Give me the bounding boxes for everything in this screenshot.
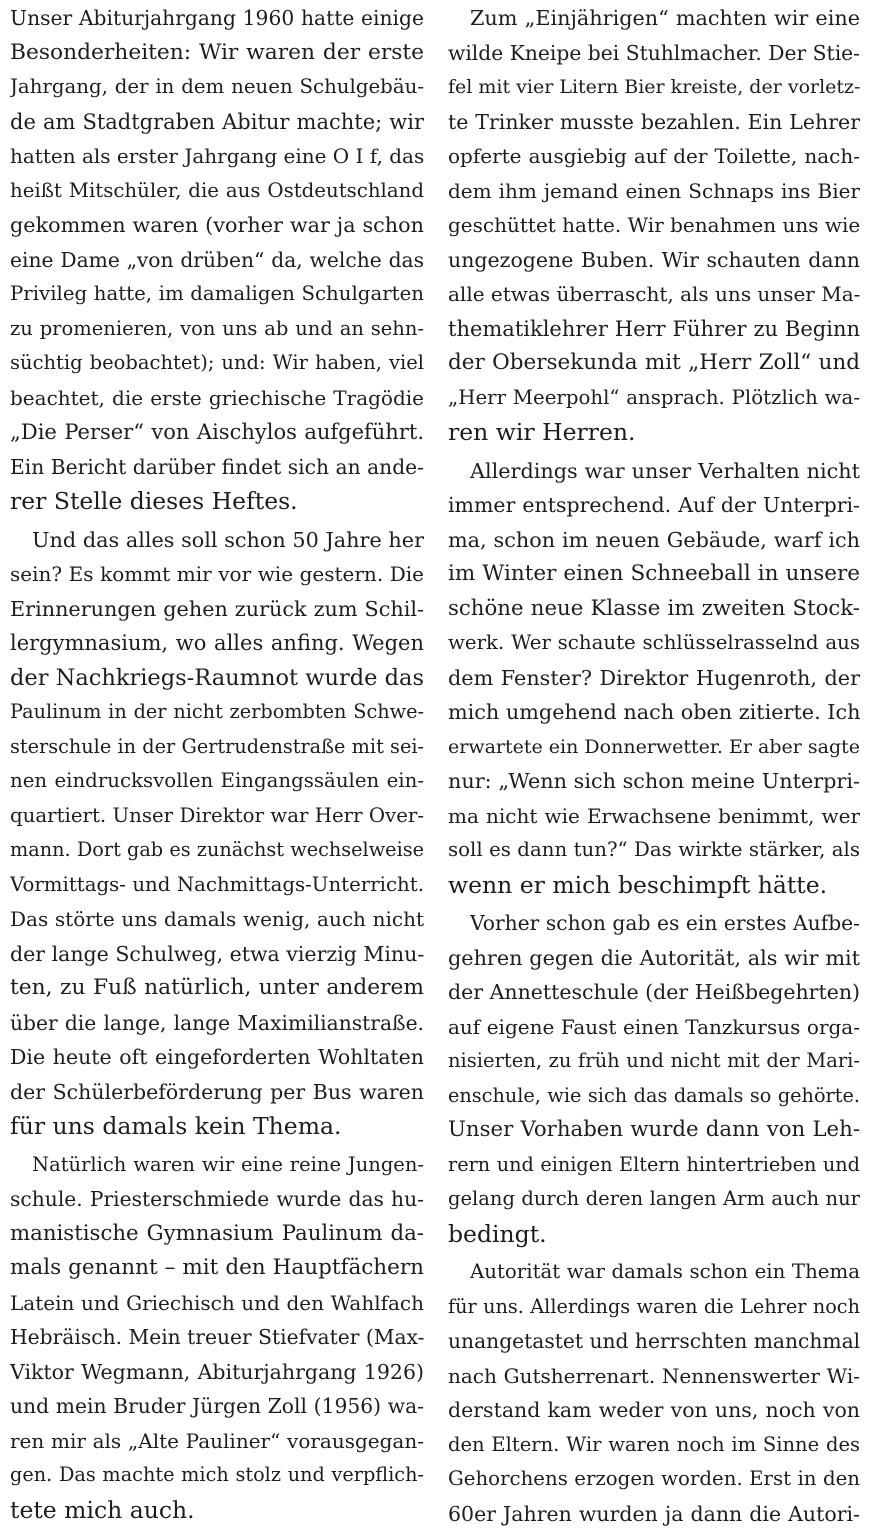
text-line: Unser Vorhaben wurde dann von Leh- <box>448 1113 860 1148</box>
text-line: Latein und Griechisch und den Wahlfach <box>10 1286 424 1321</box>
text-line: sein? Es kommt mir vor wie gestern. Die <box>10 557 424 592</box>
text-line: Privileg hatte, im damaligen Schulgarten <box>10 277 424 312</box>
text-line: ten, zu Fuß natürlich, unter anderem <box>10 971 424 1006</box>
text-line: Die heute oft eingeforderten Wohltaten <box>10 1040 424 1075</box>
text-line: gehren gegen die Autorität, als wir mit <box>448 941 860 976</box>
text-line: dem ihm jemand einen Schnaps ins Bier <box>448 174 860 209</box>
text-line: enschule, wie sich das damals so gehörte. <box>448 1079 860 1114</box>
text-line: opferte ausgiebig auf der Toilette, nach- <box>448 139 860 174</box>
text-line: werk. Wer schaute schlüsselrasselnd aus <box>448 626 860 661</box>
text-line: erwartete ein Donnerwetter. Er aber sagte <box>448 730 860 765</box>
text-line: Jahrgang, der in dem neuen Schulgebäu- <box>10 70 424 105</box>
text-line: Zum „Einjährigen“ machten wir eine <box>470 1 860 36</box>
text-line: schöne neue Klasse im zweiten Stock- <box>448 592 860 627</box>
text-line: lergymnasium, wo alles anfing. Wegen <box>10 626 424 661</box>
text-line: Autorität war damals schon ein Thema <box>470 1255 860 1290</box>
text-line: thematiklehrer Herr Führer zu Beginn <box>448 312 860 347</box>
text-line: soll es dann tun?“ Das wirkte stärker, als <box>448 833 860 868</box>
text-line: Viktor Wegmann, Abiturjahrgang 1926) <box>10 1355 424 1390</box>
text-line: gen. Das machte mich stolz und verpflich- <box>10 1458 424 1493</box>
text-line: Und das alles soll schon 50 Jahre her <box>32 523 424 558</box>
text-line: rern und einigen Eltern hintertrieben und <box>448 1148 860 1183</box>
text-line: und mein Bruder Jürgen Zoll (1956) wa- <box>10 1389 424 1424</box>
text-line: sterschule in der Gertrudenstraße mit sei- <box>10 730 424 765</box>
text-line: unangetastet und herrschten manchmal <box>448 1324 860 1359</box>
text-line: Vorher schon gab es ein erstes Aufbe- <box>470 906 860 941</box>
text-line: für uns damals kein Thema. <box>10 1109 424 1144</box>
text-line: Besonderheiten: Wir waren der erste <box>10 36 424 71</box>
text-line: wilde Kneipe bei Stuhlmacher. Der Stie- <box>448 36 860 71</box>
text-line: Vormittags- und Nachmittags-Unterricht. <box>10 868 424 903</box>
text-line: eine Dame „von drüben“ da, welche das <box>10 243 424 278</box>
text-line: der Nachkriegs-Raumnot wurde das <box>10 661 424 696</box>
text-line: schule. Priesterschmiede wurde das hu- <box>10 1182 424 1217</box>
text-line: der Obersekunda mit „Herr Zoll“ und <box>448 346 860 381</box>
text-line: der Schülerbeförderung per Bus waren <box>10 1075 424 1110</box>
text-line: heißt Mitschüler, die aus Ostdeutschland <box>10 174 424 209</box>
text-line: Erinnerungen gehen zurück zum Schil- <box>10 592 424 627</box>
text-line: süchtig beobachtet); und: Wir haben, viel <box>10 346 424 381</box>
text-line: „Herr Meerpohl“ ansprach. Plötzlich wa- <box>448 381 860 416</box>
text-line: nach Gutsherrenart. Nennenswerter Wi- <box>448 1359 860 1394</box>
text-line: ma, schon im neuen Gebäude, warf ich <box>448 523 860 558</box>
text-line: derstand kam weder von uns, noch von <box>448 1393 860 1428</box>
text-line: te Trinker musste bezahlen. Ein Lehrer <box>448 105 860 140</box>
text-line: ungezogene Buben. Wir schauten dann <box>448 243 860 278</box>
text-line: den Eltern. Wir waren noch im Sinne des <box>448 1428 860 1463</box>
text-line: der lange Schulweg, etwa vierzig Minu- <box>10 937 424 972</box>
text-line: mals genannt – mit den Hauptfächern <box>10 1251 424 1286</box>
text-line: nur: „Wenn sich schon meine Unterpri- <box>448 764 860 799</box>
text-line: auf eigene Faust einen Tanzkursus orga- <box>448 1010 860 1045</box>
text-line: gekommen waren (vorher war ja schon <box>10 208 424 243</box>
text-line: ren mir als „Alte Pauliner“ vorausgegan- <box>10 1424 424 1459</box>
text-line: rer Stelle dieses Heftes. <box>10 484 424 519</box>
text-line: nisierten, zu früh und nicht mit der Mari- <box>448 1044 860 1079</box>
text-line: immer entsprechend. Auf der Unterpri- <box>448 488 860 523</box>
text-line: ren wir Herren. <box>448 415 860 450</box>
text-line: zu promenieren, von uns ab und an sehn- <box>10 312 424 347</box>
text-line: Unser Abiturjahrgang 1960 hatte einige <box>10 1 424 36</box>
text-line: fel mit vier Litern Bier kreiste, der vorletz- <box>448 70 860 105</box>
text-line: beachtet, die erste griechische Tragödie <box>10 381 424 416</box>
text-line: im Winter einen Schneeball in unsere <box>448 557 860 592</box>
text-line: hatten als erster Jahrgang eine O I f, das <box>10 139 424 174</box>
text-line: Gehorchens erzogen worden. Erst in den <box>448 1462 860 1497</box>
text-line: manistische Gymnasium Paulinum da- <box>10 1217 424 1252</box>
text-line: über die lange, lange Maximilianstraße. <box>10 1006 424 1041</box>
text-line: Das störte uns damals wenig, auch nicht <box>10 902 424 937</box>
text-line: wenn er mich beschimpft hätte. <box>448 868 860 903</box>
text-line: de am Stadtgraben Abitur machte; wir <box>10 105 424 140</box>
text-line: Natürlich waren wir eine reine Jungen- <box>32 1148 424 1183</box>
text-line: tete mich auch. <box>10 1493 424 1528</box>
text-line: der Annetteschule (der Heißbegehrten) <box>448 975 860 1010</box>
text-line: Hebräisch. Mein treuer Stiefvater (Max- <box>10 1320 424 1355</box>
text-line: Paulinum in der nicht zerbombten Schwe- <box>10 695 424 730</box>
text-line: dem Fenster? Direktor Hugenroth, der <box>448 661 860 696</box>
text-line: „Die Perser“ von Aischylos aufgeführt. <box>10 415 424 450</box>
text-line: Allerdings war unser Verhalten nicht <box>470 454 860 489</box>
text-line: mann. Dort gab es zunächst wechselweise <box>10 833 424 868</box>
text-line: quartiert. Unser Direktor war Herr Over- <box>10 799 424 834</box>
text-line: Ein Bericht darüber findet sich an ande- <box>10 450 424 485</box>
text-line: alle etwas überrascht, als uns unser Ma- <box>448 277 860 312</box>
text-line: bedingt. <box>448 1217 860 1252</box>
text-line: gelang durch deren langen Arm auch nur <box>448 1182 860 1217</box>
text-line: ma nicht wie Erwachsene benimmt, wer <box>448 799 860 834</box>
text-line: nen eindrucksvollen Eingangssäulen ein- <box>10 764 424 799</box>
text-line: 60er Jahren wurden ja dann die Autori- <box>448 1497 860 1531</box>
text-line: geschüttet hatte. Wir benahmen uns wie <box>448 208 860 243</box>
text-line: mich umgehend nach oben zitierte. Ich <box>448 695 860 730</box>
text-line: für uns. Allerdings waren die Lehrer noch <box>448 1290 860 1325</box>
